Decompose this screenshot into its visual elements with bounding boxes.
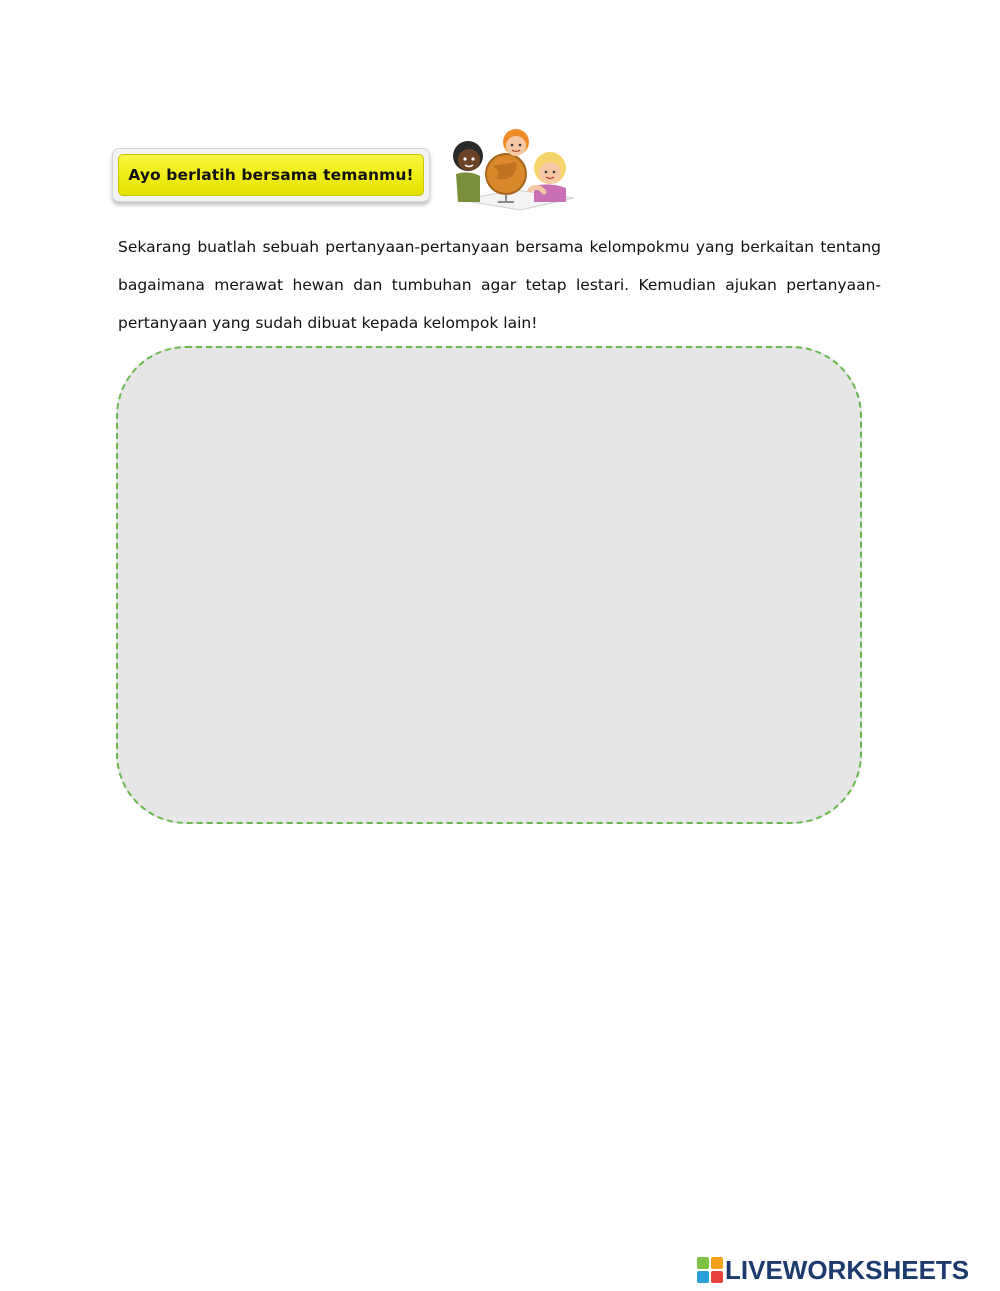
answer-textarea[interactable] [116,346,862,824]
section-header-badge [112,148,430,202]
liveworksheets-logo-icon [697,1257,723,1283]
section-title: Ayo berlatih bersama temanmu! [128,166,414,184]
brand-name: LIVEWORKSHEETS [725,1254,970,1285]
liveworksheets-logo[interactable] [697,1255,969,1285]
instruction-text: Sekarang buatlah sebuah pertanyaan-pertanyaan bersama kelompokmu yang berkaitan tentang bagaimana merawat hewan dan tumbuhan agar tetap lestari. Kemudian ajukan pertanyaan-pertanyaan yang sudah dibuat kepada kelompok lain! [118,238,881,332]
kids-with-globe-illustration-icon [446,126,578,212]
section-header-inner [118,154,424,196]
